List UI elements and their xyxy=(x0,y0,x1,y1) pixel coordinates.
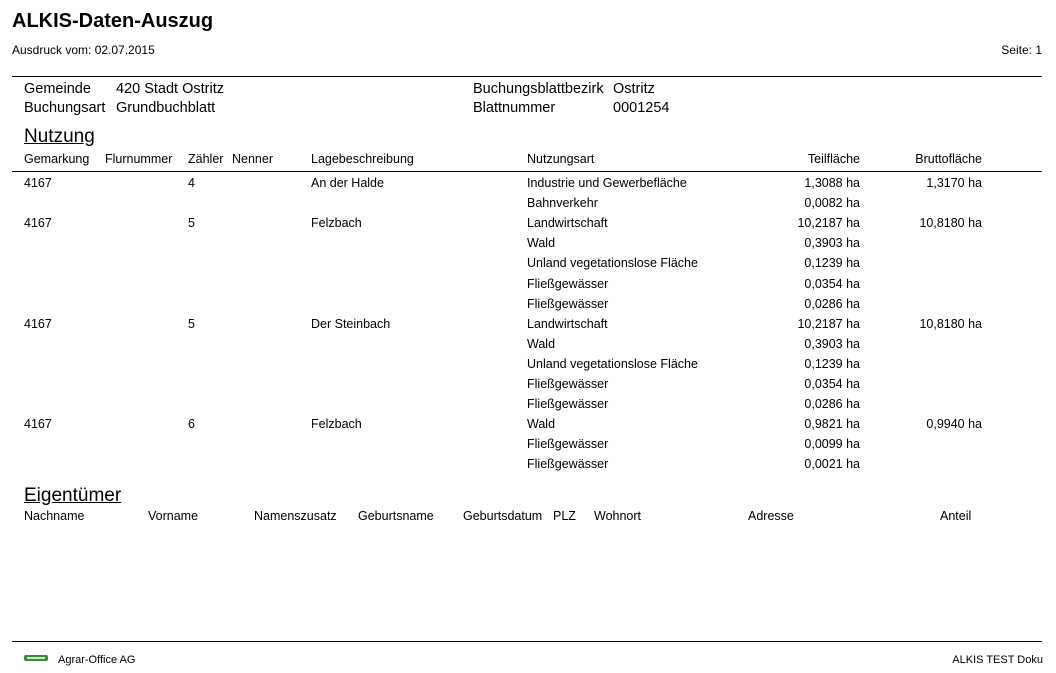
table-row xyxy=(0,377,1056,397)
nutzung-header-divider xyxy=(12,171,1042,172)
blatt-label: Blattnummer xyxy=(473,100,556,116)
eigentuemer-heading: Eigentümer xyxy=(24,485,122,506)
table-row xyxy=(0,417,1056,437)
cell-teilflaeche: 1,3088 ha xyxy=(804,176,860,190)
report-title: ALKIS-Daten-Auszug xyxy=(12,10,214,32)
cell-lage: Felzbach xyxy=(311,216,362,231)
cell-zaehler: 6 xyxy=(188,417,195,432)
table-row xyxy=(0,216,1056,236)
col-geburtsname: Geburtsname xyxy=(358,509,434,523)
cell-teilflaeche: 0,0286 ha xyxy=(804,397,860,412)
cell-lage: Felzbach xyxy=(311,417,362,432)
cell-nutzungsart: Fließgewässer xyxy=(527,437,609,452)
cell-gemarkung: 4167 xyxy=(24,176,52,190)
cell-teilflaeche: 10,2187 ha xyxy=(797,216,860,231)
table-row xyxy=(0,457,1056,477)
cell-lage: An der Halde xyxy=(311,176,384,190)
cell-nutzungsart: Wald xyxy=(527,417,556,432)
eigentuemer-header-row xyxy=(0,509,1056,529)
header-divider xyxy=(12,76,1042,77)
cell-bruttoflaeche: 10,8180 ha xyxy=(919,316,982,331)
footer-right: ALKIS TEST Doku xyxy=(952,654,1043,666)
print-date: Ausdruck vom: 02.07.2015 xyxy=(12,43,155,57)
buchungsart-value: Grundbuchblatt xyxy=(116,100,216,116)
col-teilflaeche: Teilfläche xyxy=(807,152,860,166)
cell-nutzungsart: Unland vegetationslose Fläche xyxy=(527,256,698,271)
cell-bruttoflaeche: 10,8180 ha xyxy=(919,216,982,231)
cell-teilflaeche: 10,2187 ha xyxy=(797,316,860,331)
footer-divider xyxy=(12,641,1042,642)
blatt-value: 0001254 xyxy=(613,100,670,116)
col-lage: Lagebeschreibung xyxy=(311,152,414,166)
cell-gemarkung: 4167 xyxy=(24,417,52,432)
cell-teilflaeche: 0,0354 ha xyxy=(804,377,860,391)
table-row xyxy=(0,176,1056,196)
col-wohnort: Wohnort xyxy=(594,509,642,523)
cell-bruttoflaeche: 1,3170 ha xyxy=(926,176,982,190)
cell-nutzungsart: Landwirtschaft xyxy=(527,216,608,231)
table-row xyxy=(0,236,1056,256)
cell-nutzungsart: Fließgewässer xyxy=(527,276,609,291)
cell-nutzungsart: Fließgewässer xyxy=(527,377,609,391)
cell-lage: Der Steinbach xyxy=(311,316,391,331)
nutzung-header-row xyxy=(0,152,1056,172)
cell-teilflaeche: 0,0082 ha xyxy=(804,196,860,211)
col-geburtsdatum: Geburtsdatum xyxy=(463,509,543,523)
cell-nutzungsart: Landwirtschaft xyxy=(527,316,608,331)
cell-nutzungsart: Unland vegetationslose Fläche xyxy=(527,356,698,371)
col-nenner: Nenner xyxy=(232,152,273,166)
cell-nutzungsart: Fließgewässer xyxy=(527,397,609,412)
cell-zaehler: 5 xyxy=(188,316,195,331)
cell-gemarkung: 4167 xyxy=(24,316,52,331)
nutzung-heading: Nutzung xyxy=(24,126,95,147)
table-row xyxy=(0,397,1056,417)
cell-nutzungsart: Bahnverkehr xyxy=(527,196,598,211)
col-flurnummer: Flurnummer xyxy=(105,152,173,166)
cell-gemarkung: 4167 xyxy=(24,216,52,231)
col-plz: PLZ xyxy=(553,509,576,523)
col-adresse: Adresse xyxy=(748,509,794,523)
cell-teilflaeche: 0,3903 ha xyxy=(804,236,860,251)
bezirk-value: Ostritz xyxy=(613,81,655,97)
table-row xyxy=(0,357,1056,377)
cell-teilflaeche: 0,9821 ha xyxy=(804,417,860,432)
col-namenszusatz: Namenszusatz xyxy=(254,509,337,523)
col-zaehler: Zähler xyxy=(188,152,224,166)
buchungsart-label: Buchungsart xyxy=(24,100,106,116)
col-bruttoflaeche: Bruttofläche xyxy=(915,152,982,166)
table-row xyxy=(0,317,1056,337)
company-logo-icon xyxy=(24,654,48,662)
gemeinde-value: 420 Stadt Ostritz xyxy=(116,81,224,97)
cell-teilflaeche: 0,0286 ha xyxy=(804,296,860,311)
col-anteil: Anteil xyxy=(940,509,972,523)
table-row xyxy=(0,437,1056,457)
col-nachname: Nachname xyxy=(24,509,85,523)
cell-zaehler: 4 xyxy=(188,176,195,190)
cell-teilflaeche: 0,0021 ha xyxy=(804,457,860,472)
bezirk-label: Buchungsblattbezirk xyxy=(473,81,604,97)
table-row xyxy=(0,277,1056,297)
table-row xyxy=(0,196,1056,216)
table-row xyxy=(0,337,1056,357)
cell-nutzungsart: Fließgewässer xyxy=(527,457,609,472)
cell-teilflaeche: 0,0099 ha xyxy=(804,437,860,452)
table-row xyxy=(0,256,1056,276)
page-number: Seite: 1 xyxy=(1001,43,1042,57)
gemeinde-label: Gemeinde xyxy=(24,81,91,97)
cell-nutzungsart: Fließgewässer xyxy=(527,296,609,311)
footer-company: Agrar-Office AG xyxy=(58,654,136,666)
cell-nutzungsart: Wald xyxy=(527,236,556,251)
cell-bruttoflaeche: 0,9940 ha xyxy=(926,417,982,432)
cell-teilflaeche: 0,1239 ha xyxy=(804,256,860,271)
cell-zaehler: 5 xyxy=(188,216,195,231)
cell-nutzungsart: Industrie und Gewerbefläche xyxy=(527,176,687,190)
cell-teilflaeche: 0,3903 ha xyxy=(804,336,860,351)
col-gemarkung: Gemarkung xyxy=(24,152,90,166)
col-nutzungsart: Nutzungsart xyxy=(527,152,595,166)
cell-teilflaeche: 0,1239 ha xyxy=(804,356,860,371)
table-row xyxy=(0,297,1056,317)
cell-teilflaeche: 0,0354 ha xyxy=(804,276,860,291)
col-vorname: Vorname xyxy=(148,509,199,523)
cell-nutzungsart: Wald xyxy=(527,336,556,351)
